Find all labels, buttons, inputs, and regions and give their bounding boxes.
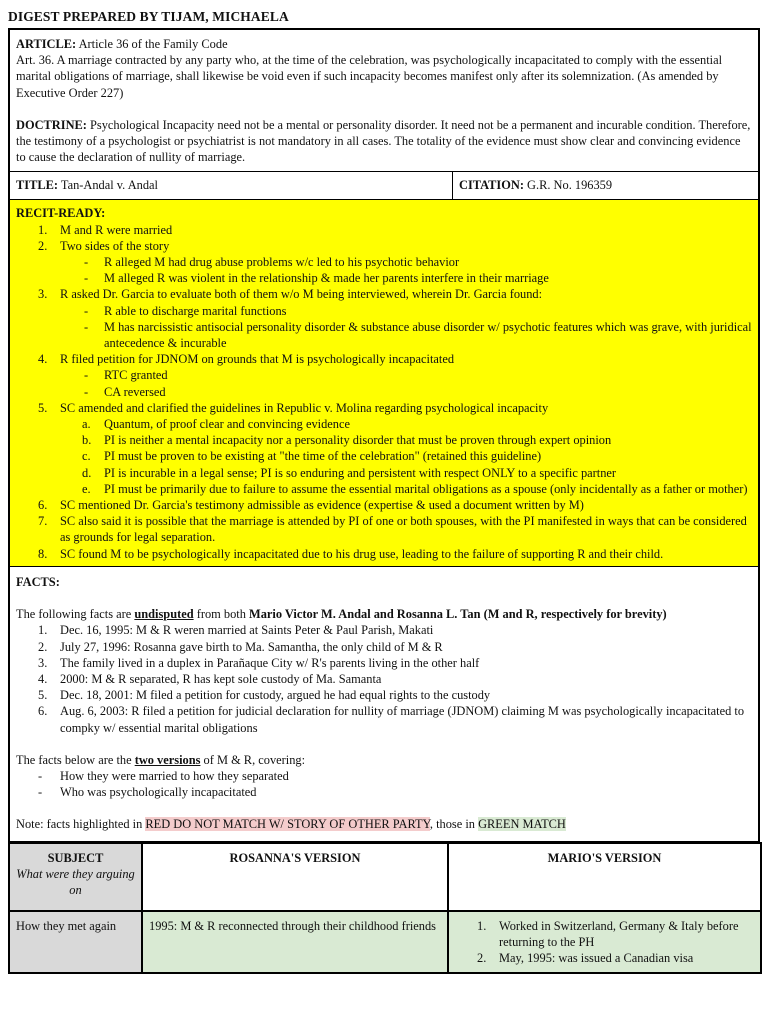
recit-label: RECIT-READY: — [16, 206, 106, 221]
list-item: 2. May, 1995: was issued a Canadian visa — [477, 950, 694, 965]
recit-list — [16, 222, 752, 562]
list-item: - M alleged R was violent in the relationship & made her parents interfere in their marriage — [84, 271, 549, 286]
list-item: - CA reversed — [84, 384, 166, 399]
doctrine-paragraph — [16, 117, 752, 166]
list-item: 5. Dec. 18, 2001: M filed a petition for custody, argued he had equal rights to the custody — [38, 688, 491, 703]
doctrine-text: Psychological Incapacity need not be a mental or personality disorder. It need not be a permanent and incurable condition. Therefore, the testimony of a psychologist or psychiatrist is not mandatory in all cases. The totality of the evidence must show clear and convincing evidence to cause the declaration of nullity of marriage. — [16, 117, 751, 165]
rosanna-header: ROSANNA'S VERSION — [142, 843, 448, 911]
article-label: ARTICLE: — [16, 37, 77, 51]
list-item: - M has narcissistic antisocial personality disorder & substance abuse disorder w/ psychotic features which was grave, with juridical antecedence & incurable — [84, 319, 752, 351]
article-value: Article 36 of the Family Code — [76, 37, 228, 51]
facts-section — [10, 567, 758, 842]
list-item: b. PI is neither a mental incapacity nor a personality disorder that must be proven through expert opinion — [82, 433, 612, 448]
red-highlight: RED DO NOT MATCH W/ STORY OF OTHER PARTY — [145, 817, 430, 832]
coverage-list — [16, 768, 752, 800]
facts-label: FACTS: — [16, 574, 60, 589]
list-item: 2. July 27, 1996: Rosanna gave birth to Ma. Samantha, the only child of M & R — [38, 639, 443, 654]
title-cell — [10, 172, 453, 199]
digest-header: DIGEST PREPARED BY TIJAM, MICHAELA — [8, 9, 289, 24]
article-text: Art. 36. A marriage contracted by any party who, at the time of the celebration, was psychologically incapacitated to comply with the essential marital obligations of marriage, shall likewise be void even if such incapacity becomes manifest only after its solemnization. (As amended by Executive Order 227) — [16, 53, 723, 100]
subject-header: SUBJECT What were they arguing on — [9, 843, 142, 911]
title-value: Tan-Andal v. Andal — [58, 178, 158, 193]
recit-ready-section — [10, 200, 758, 566]
list-item: 5. SC amended and clarified the guidelines in Republic v. Molina regarding psychological incapacity a. Quantum, of proof clear and convincing evidence b. PI is neither a mental incapacity nor a personality disorder that must be proven through expert opinion c. PI must be proven to be existing at "the time of the celebration" (retained this guideline) d. PI is incurable in a legal sense; PI is so enduring and persistent with respect ONLY to a specific partner e. PI must be primarily due to failure to assume the essential marital obligations as a spouse (only incidentally as a father or mother) — [16, 400, 752, 497]
list-item: 8. SC found M to be psychologically incapacitated due to his drug use, leading to the failure of supporting R and their child. — [38, 546, 664, 561]
list-item: - R able to discharge marital functions — [84, 303, 287, 318]
citation-label: CITATION: — [459, 178, 524, 193]
list-item: 1. M and R were married — [38, 222, 173, 237]
facts-intro: The following facts are undisputed from both Mario Victor M. Andal and Rosanna L. Tan (M and R, respectively for brevity) — [16, 607, 667, 622]
digest-frame — [8, 28, 760, 842]
list-item: 1. Dec. 16, 1995: M & R weren married at Saints Peter & Paul Parish, Makati — [38, 623, 434, 638]
list-item: - Who was psychologically incapacitated — [38, 785, 257, 800]
list-item: c. PI must be proven to be existing at "the time of the celebration" (retained this guideline) — [82, 449, 542, 464]
list-item: - R alleged M had drug abuse problems w/c led to his psychotic behavior — [84, 255, 460, 270]
green-highlight: GREEN MATCH — [478, 817, 566, 832]
list-item: e. PI must be primarily due to failure to assume the essential marital obligations as a spouse (only incidentally as a father or mother) — [82, 481, 748, 496]
list-item: 3. The family lived in a duplex in Parañaque City w/ R's parents living in the other half — [38, 655, 480, 670]
list-item: 4. R filed petition for JDNOM on grounds that M is psychologically incapacitated - RTC granted - CA reversed — [16, 351, 752, 400]
highlight-note: Note: facts highlighted in RED DO NOT MATCH W/ STORY OF OTHER PARTY, those in GREEN MATCH — [16, 817, 566, 832]
list-item: 3. R asked Dr. Garcia to evaluate both of them w/o M being interviewed, wherein Dr. Garcia found: - R able to discharge marital functions - M has narcissistic antisocial personality disorder & substance abuse disorder w/ psychotic features which was grave, with juridical antecedence & incurable — [16, 286, 752, 351]
list-item: - How they were married to how they separated — [38, 768, 289, 783]
list-item: 6. Aug. 6, 2003: R filed a petition for judicial declaration for nullity of marriage (JDNOM) claiming M was psychologically incapacitated to compky w/ essential marital obligations — [38, 704, 745, 735]
title-citation-row — [10, 172, 758, 200]
table-header-row — [9, 843, 761, 911]
table-row — [9, 911, 761, 973]
list-item: 2. Two sides of the story - R alleged M had drug abuse problems w/c led to his psychotic behavior - M alleged R was violent in the relationship & made her parents interfere in their marriage — [16, 238, 752, 287]
title-label: TITLE: — [16, 178, 59, 193]
list-item: - RTC granted — [84, 368, 168, 383]
digest-page — [8, 0, 760, 974]
subject-cell: How they met again — [9, 911, 142, 973]
rosanna-cell: 1995: M & R reconnected through their childhood friends — [142, 911, 448, 973]
list-item: 4. 2000: M & R separated, R has kept sole custody of Ma. Samanta — [38, 671, 382, 686]
citation-value: G.R. No. 196359 — [523, 178, 613, 193]
mario-header: MARIO'S VERSION — [448, 843, 761, 911]
two-versions-line: The facts below are the two versions of M & R, covering: — [16, 752, 306, 767]
doctrine-label: DOCTRINE: — [16, 117, 87, 132]
list-item: 7. SC also said it is possible that the marriage is attended by PI of one or both spouses, with the PI manifested in ways that can be considered as grounds for legal separation. — [38, 514, 747, 545]
list-item: 1. Worked in Switzerland, Germany & Italy before returning to the PH — [477, 918, 739, 949]
citation-cell — [453, 172, 618, 199]
facts-list — [16, 622, 752, 735]
list-item: d. PI is incurable in a legal sense; PI is so enduring and persistent with respect ONLY to a specific partner — [82, 465, 617, 480]
mario-cell — [448, 911, 761, 973]
versions-table — [8, 842, 762, 974]
list-item: a. Quantum, of proof clear and convincing evidence — [82, 417, 350, 432]
article-doctrine-section — [10, 30, 758, 172]
article-line — [16, 36, 752, 52]
list-item: 6. SC mentioned Dr. Garcia's testimony admissible as evidence (expertise & used a document written by M) — [38, 498, 584, 513]
